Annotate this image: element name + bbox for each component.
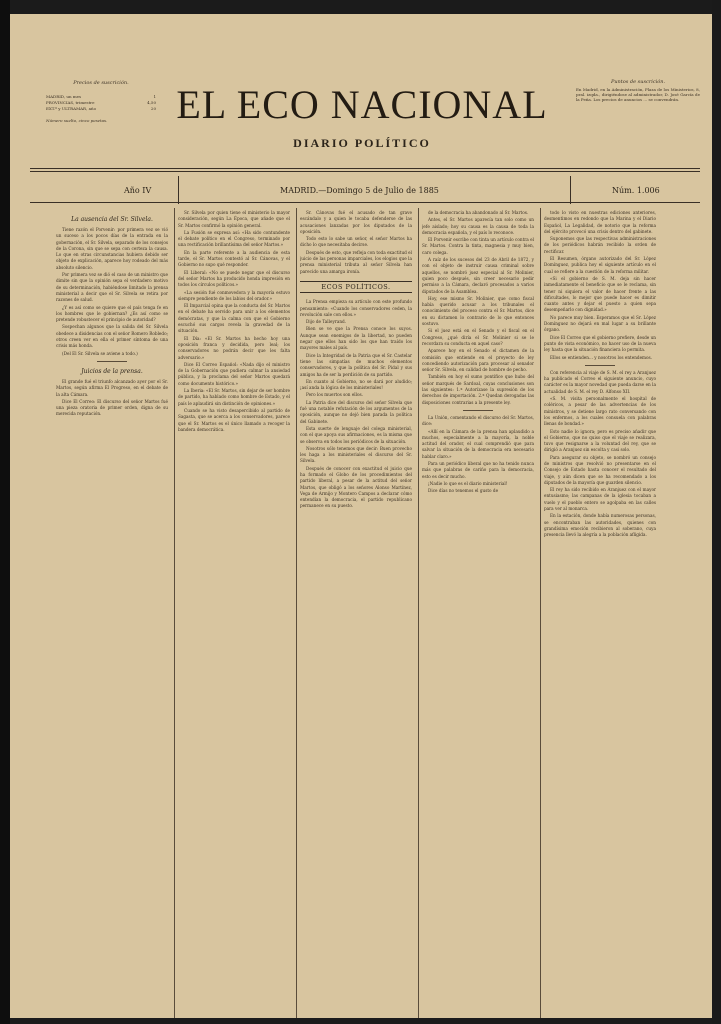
paragraph: Después de esto, que refleja con toda exactitud el juicio de las personas imparciales, los elogios que la prensa ministerial tributa al señor Silvela han parecido una amarga ironía. <box>300 249 412 274</box>
paragraph: El Porvenir escribe con tinta un artículo contra el Sr. Martos. Contra la tinta, magnesia y muy bien, caro colega. <box>422 237 534 255</box>
scan-edge <box>712 0 721 1024</box>
article-heading: La ausencia del Sr. Silvela. <box>71 216 153 223</box>
paragraph: Sr. Cánovas fué el acusado de tan grave escándalo y a quien le tocaba defenderse de las acusaciones lanzadas por los diputados de la oposición. <box>300 210 412 234</box>
issue-info-bar <box>30 178 700 204</box>
points-text: En Madrid, en la Administración, Plaza de los Ministerios, 8, pral. izqda., dirigiéndose al administrador, D. José García de la Peña. Los precios de anuncios ... se convendrán. <box>576 87 700 102</box>
info-rule <box>30 202 700 203</box>
paragraph: En cuanto al Gobierno, no se dará por aludido; ¡así anda la lógica de los ministeriales! <box>300 378 412 391</box>
single-issue-note: Número suelto, cinco pesetas. <box>46 118 108 123</box>
issue-year: Año IV <box>124 186 152 195</box>
price-row: EXT.º y ULTRAMAR, año 20 <box>46 106 156 111</box>
paragraph: Bien se ve que la Prensa conoce los suyos. Aunque sean enemigos de la libertad, no pueden negar que ellos han sido los que han traído los mayores males al país. <box>300 326 412 351</box>
paragraph: Nosotros sólo tenemos que decir: Buen provecho les haga a los ministeriales el discurso del Sr. Silvela. <box>300 445 412 464</box>
paragraph: La Fusión se expresa así: «Ha sido contundente el debate político en el Congreso, terminado por una rectificación brillantísima del señor Martos.» <box>178 229 290 248</box>
newspaper-page <box>10 14 712 1018</box>
masthead-title: EL ECO NACIONAL <box>176 82 548 127</box>
masthead-rule-2 <box>30 171 700 172</box>
issue-date: MADRID.—Domingo 5 de Julio de 1885 <box>280 186 439 195</box>
paragraph: También en hoy el sumo pontífice que hubo del señor marqués de Sardoal, cuyas conclusiones son las siguientes: 1.ª Autorízase la supresión de los derechos de importación. 2.ª Quedan derogadas las disposiciones contrarias a la presente ley. <box>422 374 534 405</box>
separator <box>585 365 615 366</box>
paragraph: Esta suerte de lenguaje del colega ministerial, con el que apoya sus afirmaciones, es la misma que se observa en todos los periódicos de la situación. <box>300 425 412 444</box>
column-rule <box>418 208 419 1018</box>
paragraph: Ellos se entienden... y nosotros los entendemos. <box>550 354 653 360</box>
separator <box>463 410 493 411</box>
book-spine <box>0 0 10 1024</box>
paragraph: Cuando se ha visto desapercibido al partido de Sagasta, que se acerca a los conservadores, parece que el Sr. Martos es el único llamado a recoger la bandera democrática. <box>178 407 290 432</box>
paragraph: Antes, el Sr. Martos aparecía tan solo como un jefe aislado; hoy su causa es la causa de toda la democracia española, y el país lo reconoce. <box>422 217 534 235</box>
info-divider <box>570 176 571 204</box>
paragraph: Dice El Correo: El discurso del señor Martos fué una pieza oratoria de primer orden, digna de su merecida reputación. <box>56 398 168 417</box>
paragraph: Tiene razón el Porvenir: por primera vez se vió un suceso a los pocos días de la entrada en la gobernación, el Sr. Silvela, separado de los consejos de la Corona, sin que se sepa con certeza la causa. Lo que en otras circunstancias hubiera debido ser objeto de explicación, aparece hoy rodeado del más absoluto silencio. <box>56 227 168 270</box>
paragraph: Dice El Correo Español: «Nada dijo el ministro de la Gobernación que pudiera calmar la ansiedad pública, y la proclama del señor Martos quedará como documento histórico.» <box>178 361 290 386</box>
paragraph: «S. M. visita personalmente el hospital de coléricos, a pesar de las advertencias de los ministros, y se detiene largo rato conversando con los enfermos, a los cuales consuela con palabras llenas de bondad.» <box>544 396 656 427</box>
paragraph: Si el juez está en el Senado y el fiscal en el Congreso, ¿qué diría el Sr. Molinier si se le recordara su conducta en aquel caso? <box>422 328 534 346</box>
paragraph: Para asegurar su objeto, se nombró un consejo de ministros que resolvió no presentarse en el Consejo de Estado hasta conocer el resultado del viaje, y aún dicen que se ha recomendado a los diputados de la mayoría que guarden silencio. <box>544 454 656 485</box>
paragraph: La Prensa empieza su artículo con este profundo pensamiento: «Cuando los conservadores ceden, la revolución sale con ellos.» <box>300 299 412 317</box>
issue-number: Núm. 1.006 <box>612 186 660 195</box>
paragraph: Después de conocer con exactitud el juicio que ha formado el Globo de los procedimientos del partido liberal, a pesar de la actitud del señor Martos, que obligó a los señores Alonso Martínez, Vega de Armijo y Montero Campos a declarar cómo entendían la democracia, el partido republicano permanece en su puesto. <box>300 465 412 509</box>
paragraph: Esto nadie lo ignora; pero es preciso añadir que el Gobierno, que no quiso que el viaje se realizara, tuvo que resignarse a la voluntad del rey, que se dirigió a Aranjuez sin escolta y casi solo. <box>544 428 656 453</box>
column-3 <box>300 210 412 1016</box>
paragraph: Suponemos que las respectivas administraciones de los periódicos habrán recibido la orden de rectificar. <box>544 236 656 254</box>
paragraph: Todo esto lo sabe un señor, el señor Martos ha dicho lo que necesitaba decirse. <box>300 236 412 248</box>
paragraph: «Allí en la Cámara de la prensa han aplaudido a muchos, especialmente a la mayoría, la noble actitud del orador, el cual comprendió que para salvar la situación de la democracia era necesario hablar claro.» <box>422 428 534 459</box>
paragraph: de la democracia ha abandonado al Sr. Martos. <box>428 210 529 215</box>
price-row: PROVINCIAS, trimestre 4,50 <box>46 100 156 105</box>
info-divider <box>178 176 179 204</box>
paragraph: Dice días no tenemos el gusto de <box>428 488 499 494</box>
masthead-subtitle: DIARIO POLÍTICO <box>293 136 431 150</box>
paragraph: Hoy, ese mismo Sr. Molinier, que como fiscal había querido acusar a los tribunales el conocimiento del proceso contra el Sr. Martos, dice en su dictamen lo contrario de lo que entonces sostuvo. <box>422 295 534 327</box>
column-2 <box>178 210 290 1016</box>
article-heading: Juicios de la prensa. <box>81 367 143 375</box>
column-rule <box>540 208 541 1018</box>
paragraph: La Patria dice del discurso del señor Silvela que fué una notable refutación de los argumentos de la oposición, aunque no dejó bien parada la política del Gabinete. <box>300 399 412 424</box>
paragraph: El grande fué el triunfo alcanzado ayer por el Sr. Martos, según afirma El Progreso, en el debate de la alta Cámara. <box>56 378 168 397</box>
column-4 <box>422 210 534 1016</box>
paragraph: Para un periódico liberal que no ha tenido nunca más que palabras de cariño para la democracia, esto es decir mucho. <box>422 460 534 479</box>
paragraph: El Liberal: «No se puede negar que el discurso del señor Martos ha producido honda impresión en todos los círculos políticos.» <box>178 269 290 288</box>
paragraph: Sospechan algunos que la salida del Sr. Silvela obedece a disidencias con el señor Romero Robledo; otros creen ver en ella el primer síntoma de una crisis más honda. <box>56 324 168 349</box>
paragraph: En la estación, donde había numerosas personas, se encontraban las autoridades, quienes con grandísima emoción recibieron al soberano, cuya presencia llevó la alegría a la población afligida. <box>544 513 656 538</box>
paragraph: La Iberia: «El Sr. Martos, sin dejar de ser hombre de partido, ha hablado como hombre de Estado, y el país le aplaudirá sin distinción de opiniones.» <box>178 388 290 406</box>
price-row: MADRID, un mes 1 <box>46 94 156 99</box>
paragraph: En la parte referente a la audiencia de esta tarde, el Sr. Martos contestó al Sr. Cánovas, y el Gobierno no supo qué responder. <box>178 249 290 268</box>
paragraph: todo lo visto en nuestras ediciones anteriores, desmentimos en redondo que la Marina y el Diario Español, La Legalidad, de notorio que la reforma del ejército provocó una crisis dentro del gabinete. <box>544 210 656 234</box>
paragraph: Con referencia al viaje de S. M. el rey a Aranjuez ha publicado el Correo el siguiente anuncio, cuyo carácter es la mayor novedad que pueda darse en la actualidad de S. M. el rey D. Alfonso XII. <box>544 369 656 394</box>
paragraph: A raíz de los sucesos del 23 de Abril de 1872, y con el objeto de instruir causa criminal sobre aquellos, se nombró juez especial al Sr. Molinier, quien poco después, sin creer necesario pedir permiso a la Cámara, declaró procesados a varios diputados de la Asamblea. <box>422 257 534 294</box>
paragraph: «Si el gobierno de S. M. deja sin hacer inmediatamente el beneficio que se le reclama, sin tener ni siquiera el valor de hacer frente a las dificultades, lo mejor que puede hacer es dimitir cuanto antes y dejar el puesto a quien sepa desempeñarlo con dignidad.» <box>544 275 656 313</box>
paragraph: El Resumen, órgano autorizado del Sr. López Domínguez, publica hoy el siguiente artículo en el cual se refiere a la cuestión de la reforma militar. <box>544 256 656 274</box>
paragraph: Dice El Correo que el gobierno prefiere, desde un punto de vista económico, no hacer uso de la nueva ley hasta que la situación financiera lo permita. <box>544 334 656 353</box>
paragraph: ¿Y es así como se quiere que el país tenga fe en los hombres que le gobiernan? ¿Es así como se pretende robustecer el principio de autoridad? <box>56 304 168 323</box>
paragraph: (Del El Sr. Silvela se aviene a todo.) <box>62 350 138 356</box>
column-rule <box>296 208 297 1018</box>
paragraph: ¡Nadie lo que es el diario ministerial! <box>428 480 508 486</box>
paragraph: Dijo de Talleyrand. <box>306 319 347 325</box>
paragraph: Pero los muertos son ellos. <box>306 392 363 398</box>
paragraph: Por primera vez se dió el caso de un ministro que dimite sin que la opinión sepa el verdadero motivo de su determinación, habiéndose limitado la prensa ministerial a decir que el Sr. Silvela se retira por razones de salud. <box>56 272 168 303</box>
paragraph: El rey ha sido recibido en Aranjuez con el mayor entusiasmo; las campanas de la iglesia tocaban a vuelo y el pueblo entero se agolpaba en las calles para ver al monarca. <box>544 487 656 512</box>
subscription-points-box <box>576 80 700 102</box>
section-heading: ECOS POLÍTICOS. <box>300 281 412 293</box>
column-rule <box>174 208 175 1018</box>
paragraph: Sr. Silvela por quien tiene el ministerio la mayor consideración, según La Época, que añade que el Sr. Martos confirmó la opinión general. <box>178 210 290 228</box>
paragraph: El Día: «El Sr. Martos ha hecho hoy una oposición franca y decidida, pero leal; los conservadores no podrán decir que les falta adversario.» <box>178 335 290 360</box>
points-heading: Puntos de suscrición. <box>610 79 666 85</box>
paragraph: El Imparcial opina que la conducta del Sr. Martos en el debate ha servido para unir a los elementos demócratas, y que la calma con que el Gobierno escuchó sus cargos revela la gravedad de la situación. <box>178 303 290 334</box>
column-1 <box>56 210 168 1016</box>
separator <box>97 361 127 362</box>
paragraph: No parece muy bien. Esperamos que el Sr. López Domínguez no dejará en mal lugar a su brillante órgano. <box>544 314 656 333</box>
paragraph: La Unión, comentando el discurso del Sr. Martos, dice: <box>422 414 534 427</box>
masthead-rule <box>30 168 700 169</box>
paragraph: Aparece hoy en el Senado el dictamen de la comisión que entiende en el proyecto de ley concediendo autorización para procesar al senador señor Sr. Silvela, en calidad de hombre de pecho. <box>422 348 534 373</box>
subscription-heading: Precios de suscrición. <box>73 80 129 86</box>
subscription-box <box>46 80 156 124</box>
paragraph: «La sesión fué conmovedora y la mayoría estuvo siempre pendiente de los labios del orador.» <box>178 289 290 301</box>
paragraph: Dice la Integridad de la Patria que el Sr. Castelar tiene las simpatías de muchos elementos conservadores, y que la política del Sr. Pidal y sus amigos ha de ser la perdición de su partido. <box>300 352 412 377</box>
column-5 <box>544 210 656 1016</box>
